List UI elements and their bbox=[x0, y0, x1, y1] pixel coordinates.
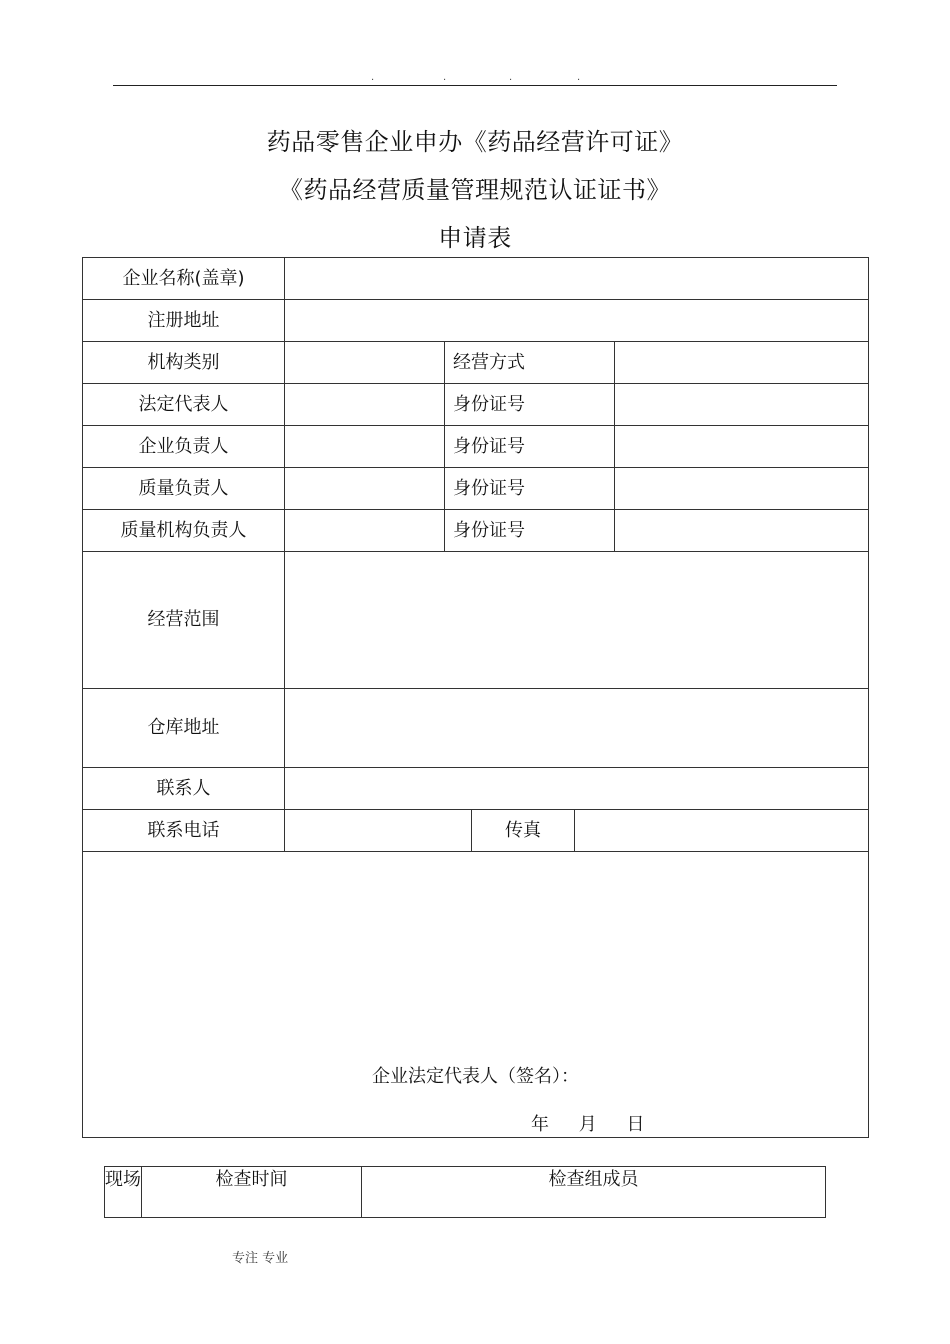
footer-text: 专注 专业 bbox=[232, 1251, 289, 1266]
quality-head-field[interactable] bbox=[285, 468, 445, 510]
inspection-members-header: 检查组成员 bbox=[362, 1167, 826, 1218]
quality-org-head-label: 质量机构负责人 bbox=[83, 510, 285, 552]
inspection-table bbox=[104, 1166, 826, 1218]
fax-field[interactable] bbox=[575, 810, 869, 852]
signature-label: 企业法定代表人（签名）： bbox=[372, 1066, 580, 1087]
date-day-label: 日 bbox=[626, 1114, 645, 1135]
date-year-label: 年 bbox=[531, 1114, 549, 1135]
company-head-id-field[interactable] bbox=[615, 426, 869, 468]
header-dot: . bbox=[577, 72, 581, 83]
inspection-time-header: 检查时间 bbox=[142, 1167, 362, 1218]
header-dot: . bbox=[371, 72, 375, 83]
quality-org-head-field[interactable] bbox=[285, 510, 445, 552]
company-head-label: 企业负责人 bbox=[83, 426, 285, 468]
id-number-label: 身份证号 bbox=[445, 426, 615, 468]
company-name-field[interactable] bbox=[285, 258, 869, 300]
quality-head-id-field[interactable] bbox=[615, 468, 869, 510]
quality-head-label: 质量负责人 bbox=[83, 468, 285, 510]
business-mode-label: 经营方式 bbox=[445, 342, 615, 384]
warehouse-address-field[interactable] bbox=[285, 689, 869, 768]
quality-org-head-id-field[interactable] bbox=[615, 510, 869, 552]
company-name-label: 企业名称(盖章) bbox=[83, 258, 285, 300]
org-type-field[interactable] bbox=[285, 342, 445, 384]
business-mode-field[interactable] bbox=[615, 342, 869, 384]
header-dot: . bbox=[443, 72, 447, 83]
contact-phone-label: 联系电话 bbox=[83, 810, 285, 852]
document-title-line2: 《药品经营质量管理规范认证证书》 bbox=[279, 176, 671, 204]
registered-address-label: 注册地址 bbox=[83, 300, 285, 342]
signature-cell[interactable] bbox=[83, 852, 869, 1138]
id-number-label: 身份证号 bbox=[445, 468, 615, 510]
contact-phone-field[interactable] bbox=[285, 810, 472, 852]
date-month-label: 月 bbox=[578, 1114, 597, 1135]
contact-label: 联系人 bbox=[83, 768, 285, 810]
business-scope-field[interactable] bbox=[285, 552, 869, 689]
legal-rep-field[interactable] bbox=[285, 384, 445, 426]
legal-rep-label: 法定代表人 bbox=[83, 384, 285, 426]
application-form-table bbox=[82, 257, 869, 1138]
signature-date bbox=[531, 1114, 668, 1136]
legal-rep-id-field[interactable] bbox=[615, 384, 869, 426]
id-number-label: 身份证号 bbox=[445, 510, 615, 552]
header-dots bbox=[113, 72, 837, 84]
business-scope-label: 经营范围 bbox=[83, 552, 285, 689]
header-rule bbox=[113, 85, 837, 86]
header-dot: . bbox=[509, 72, 513, 83]
org-type-label: 机构类别 bbox=[83, 342, 285, 384]
warehouse-address-label: 仓库地址 bbox=[83, 689, 285, 768]
company-head-field[interactable] bbox=[285, 426, 445, 468]
registered-address-field[interactable] bbox=[285, 300, 869, 342]
onsite-label: 现场 bbox=[105, 1167, 142, 1218]
document-title-line1: 药品零售企业申办《药品经营许可证》 bbox=[266, 128, 684, 156]
id-number-label: 身份证号 bbox=[445, 384, 615, 426]
fax-label: 传真 bbox=[472, 810, 575, 852]
contact-field[interactable] bbox=[285, 768, 869, 810]
document-title-line3: 申请表 bbox=[438, 224, 512, 252]
